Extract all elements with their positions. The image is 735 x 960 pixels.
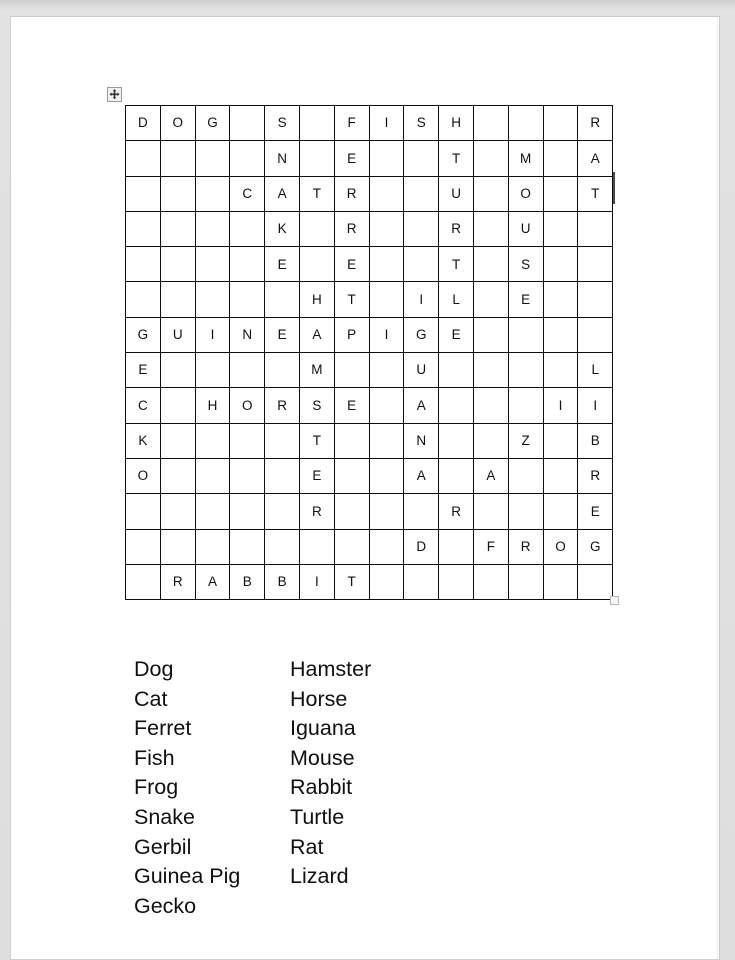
- grid-cell-empty[interactable]: [543, 282, 578, 317]
- word-list-item: Gerbil: [134, 834, 192, 859]
- word-list-item: Ferret: [134, 716, 192, 741]
- grid-cell-empty[interactable]: [230, 211, 265, 246]
- grid-cell-empty[interactable]: [473, 353, 508, 388]
- grid-cell-letter[interactable]: E: [334, 247, 369, 282]
- grid-cell-empty[interactable]: [195, 211, 230, 246]
- grid-cell-empty[interactable]: [334, 494, 369, 529]
- grid-cell-letter[interactable]: A: [265, 176, 300, 211]
- grid-cell-letter[interactable]: N: [404, 423, 439, 458]
- grid-cell-empty[interactable]: [473, 564, 508, 599]
- grid-cell-empty[interactable]: [439, 388, 474, 423]
- grid-cell-empty[interactable]: [508, 388, 543, 423]
- grid-cell-empty[interactable]: [369, 494, 404, 529]
- word-list-item: Guinea Pig: [134, 864, 241, 889]
- word-list-item: Dog: [134, 657, 174, 681]
- grid-cell-letter[interactable]: R: [299, 494, 334, 529]
- word-search-grid-wrapper[interactable]: [125, 105, 613, 600]
- grid-cell-empty[interactable]: [230, 423, 265, 458]
- grid-cell-empty[interactable]: [508, 494, 543, 529]
- grid-cell-letter[interactable]: N: [265, 141, 300, 176]
- word-list-item: Lizard: [290, 864, 349, 889]
- grid-cell-empty[interactable]: [195, 282, 230, 317]
- grid-cell-letter[interactable]: U: [439, 176, 474, 211]
- grid-cell-empty[interactable]: [160, 353, 195, 388]
- grid-row: [126, 564, 613, 599]
- grid-cell-letter[interactable]: E: [334, 388, 369, 423]
- word-search-grid[interactable]: [125, 105, 613, 600]
- grid-cell-letter[interactable]: E: [299, 458, 334, 493]
- grid-cell-letter[interactable]: F: [334, 106, 369, 141]
- grid-cell-empty[interactable]: [369, 564, 404, 599]
- grid-cell-letter[interactable]: K: [126, 423, 161, 458]
- grid-cell-letter[interactable]: R: [334, 176, 369, 211]
- grid-cell-empty[interactable]: [369, 353, 404, 388]
- grid-cell-empty[interactable]: [578, 211, 613, 246]
- grid-cell-letter[interactable]: B: [230, 564, 265, 599]
- grid-cell-empty[interactable]: [160, 458, 195, 493]
- grid-cell-empty[interactable]: [334, 353, 369, 388]
- grid-cell-empty[interactable]: [369, 211, 404, 246]
- grid-cell-letter[interactable]: S: [404, 106, 439, 141]
- word-list-item: Rat: [290, 834, 324, 859]
- text-caret: [613, 172, 615, 204]
- grid-cell-letter[interactable]: O: [543, 529, 578, 564]
- grid-cell-letter[interactable]: H: [299, 282, 334, 317]
- grid-cell-empty[interactable]: [543, 247, 578, 282]
- grid-cell-empty[interactable]: [473, 106, 508, 141]
- grid-cell-letter[interactable]: U: [404, 353, 439, 388]
- grid-cell-letter[interactable]: R: [160, 564, 195, 599]
- grid-cell-empty[interactable]: [230, 494, 265, 529]
- grid-cell-empty[interactable]: [508, 106, 543, 141]
- grid-cell-letter[interactable]: P: [334, 317, 369, 352]
- grid-cell-letter[interactable]: U: [508, 211, 543, 246]
- grid-cell-letter[interactable]: L: [439, 282, 474, 317]
- grid-cell-letter[interactable]: T: [334, 282, 369, 317]
- grid-cell-empty[interactable]: [508, 353, 543, 388]
- grid-cell-empty[interactable]: [543, 353, 578, 388]
- grid-cell-empty[interactable]: [160, 423, 195, 458]
- grid-cell-letter[interactable]: A: [404, 458, 439, 493]
- grid-cell-empty[interactable]: [265, 458, 300, 493]
- grid-cell-letter[interactable]: A: [299, 317, 334, 352]
- grid-cell-empty[interactable]: [230, 458, 265, 493]
- page-edge-shadow: [717, 17, 720, 959]
- grid-cell-letter[interactable]: I: [578, 388, 613, 423]
- grid-cell-empty[interactable]: [473, 494, 508, 529]
- table-move-handle[interactable]: [107, 87, 122, 102]
- grid-cell-letter[interactable]: H: [195, 388, 230, 423]
- grid-cell-empty[interactable]: [543, 458, 578, 493]
- grid-row: [126, 458, 613, 493]
- word-list-item: Frog: [134, 775, 179, 800]
- grid-cell-letter[interactable]: T: [299, 423, 334, 458]
- grid-cell-letter[interactable]: G: [126, 317, 161, 352]
- word-list-item: Hamster: [290, 657, 372, 681]
- grid-cell-letter[interactable]: A: [473, 458, 508, 493]
- grid-cell-letter[interactable]: E: [334, 141, 369, 176]
- grid-cell-letter[interactable]: R: [334, 211, 369, 246]
- grid-cell-empty[interactable]: [230, 141, 265, 176]
- grid-cell-empty[interactable]: [369, 458, 404, 493]
- grid-cell-empty[interactable]: [230, 282, 265, 317]
- grid-row: [126, 141, 613, 176]
- grid-cell-empty[interactable]: [473, 211, 508, 246]
- grid-cell-empty[interactable]: [473, 247, 508, 282]
- grid-cell-letter[interactable]: S: [265, 106, 300, 141]
- grid-cell-empty[interactable]: [543, 317, 578, 352]
- grid-cell-empty[interactable]: [404, 247, 439, 282]
- grid-cell-letter[interactable]: R: [439, 494, 474, 529]
- grid-cell-empty[interactable]: [404, 494, 439, 529]
- grid-cell-empty[interactable]: [299, 106, 334, 141]
- grid-cell-letter[interactable]: G: [578, 529, 613, 564]
- grid-cell-letter[interactable]: M: [299, 353, 334, 388]
- grid-cell-empty[interactable]: [508, 564, 543, 599]
- grid-cell-letter[interactable]: T: [578, 176, 613, 211]
- grid-cell-empty[interactable]: [195, 247, 230, 282]
- grid-cell-empty[interactable]: [439, 353, 474, 388]
- grid-cell-empty[interactable]: [126, 494, 161, 529]
- grid-cell-empty[interactable]: [299, 247, 334, 282]
- grid-cell-empty[interactable]: [369, 141, 404, 176]
- grid-cell-empty[interactable]: [195, 529, 230, 564]
- grid-cell-empty[interactable]: [473, 423, 508, 458]
- grid-cell-empty[interactable]: [543, 176, 578, 211]
- grid-cell-empty[interactable]: [578, 247, 613, 282]
- grid-cell-letter[interactable]: O: [508, 176, 543, 211]
- grid-row: [126, 282, 613, 317]
- grid-cell-empty[interactable]: [265, 529, 300, 564]
- word-list-column-1: [134, 655, 290, 921]
- grid-row: [126, 388, 613, 423]
- grid-cell-letter[interactable]: R: [265, 388, 300, 423]
- grid-cell-letter[interactable]: N: [230, 317, 265, 352]
- grid-row: [126, 106, 613, 141]
- grid-cell-empty[interactable]: [578, 317, 613, 352]
- grid-cell-empty[interactable]: [230, 247, 265, 282]
- grid-cell-empty[interactable]: [126, 141, 161, 176]
- grid-cell-empty[interactable]: [439, 564, 474, 599]
- grid-cell-letter[interactable]: R: [508, 529, 543, 564]
- grid-cell-empty[interactable]: [160, 141, 195, 176]
- grid-cell-empty[interactable]: [369, 423, 404, 458]
- grid-cell-letter[interactable]: A: [195, 564, 230, 599]
- grid-cell-empty[interactable]: [160, 494, 195, 529]
- grid-cell-letter[interactable]: C: [126, 388, 161, 423]
- word-list-item: Fish: [134, 745, 175, 770]
- grid-cell-empty[interactable]: [473, 141, 508, 176]
- grid-cell-empty[interactable]: [578, 282, 613, 317]
- grid-cell-empty[interactable]: [265, 282, 300, 317]
- grid-cell-empty[interactable]: [299, 211, 334, 246]
- grid-cell-empty[interactable]: [404, 564, 439, 599]
- grid-cell-empty[interactable]: [160, 529, 195, 564]
- grid-cell-letter[interactable]: I: [299, 564, 334, 599]
- grid-cell-empty[interactable]: [508, 458, 543, 493]
- grid-cell-empty[interactable]: [473, 176, 508, 211]
- grid-cell-letter[interactable]: G: [195, 106, 230, 141]
- grid-cell-empty[interactable]: [160, 176, 195, 211]
- grid-cell-letter[interactable]: B: [578, 423, 613, 458]
- grid-cell-empty[interactable]: [126, 564, 161, 599]
- grid-cell-empty[interactable]: [265, 423, 300, 458]
- word-list-item: Gecko: [134, 893, 197, 918]
- grid-cell-letter[interactable]: R: [578, 106, 613, 141]
- grid-row: [126, 494, 613, 529]
- word-list-column-2: [290, 655, 490, 921]
- grid-cell-empty[interactable]: [195, 494, 230, 529]
- grid-cell-letter[interactable]: O: [230, 388, 265, 423]
- grid-cell-empty[interactable]: [473, 282, 508, 317]
- grid-cell-letter[interactable]: A: [404, 388, 439, 423]
- word-list-item: Iguana: [290, 716, 356, 741]
- grid-cell-empty[interactable]: [543, 211, 578, 246]
- grid-cell-empty[interactable]: [508, 317, 543, 352]
- grid-cell-empty[interactable]: [195, 141, 230, 176]
- grid-cell-letter[interactable]: K: [265, 211, 300, 246]
- word-search-grid-body: [126, 106, 613, 600]
- grid-cell-empty[interactable]: [439, 529, 474, 564]
- grid-cell-empty[interactable]: [404, 176, 439, 211]
- grid-cell-empty[interactable]: [578, 564, 613, 599]
- grid-cell-letter[interactable]: T: [439, 141, 474, 176]
- grid-row: [126, 529, 613, 564]
- grid-cell-letter[interactable]: I: [369, 317, 404, 352]
- grid-cell-empty[interactable]: [265, 353, 300, 388]
- grid-cell-empty[interactable]: [334, 458, 369, 493]
- word-list-item: Rabbit: [290, 775, 353, 800]
- word-list-item: Snake: [134, 804, 195, 829]
- grid-cell-empty[interactable]: [160, 247, 195, 282]
- grid-cell-empty[interactable]: [195, 423, 230, 458]
- grid-cell-letter[interactable]: U: [160, 317, 195, 352]
- grid-cell-empty[interactable]: [439, 423, 474, 458]
- grid-cell-letter[interactable]: A: [578, 141, 613, 176]
- grid-cell-empty[interactable]: [126, 247, 161, 282]
- grid-cell-empty[interactable]: [195, 458, 230, 493]
- grid-cell-empty[interactable]: [160, 211, 195, 246]
- grid-cell-letter[interactable]: I: [369, 106, 404, 141]
- grid-cell-letter[interactable]: O: [160, 106, 195, 141]
- grid-cell-empty[interactable]: [439, 458, 474, 493]
- grid-cell-empty[interactable]: [334, 529, 369, 564]
- grid-cell-empty[interactable]: [299, 141, 334, 176]
- grid-cell-letter[interactable]: R: [578, 458, 613, 493]
- grid-cell-letter[interactable]: O: [126, 458, 161, 493]
- word-list-item: Mouse: [290, 745, 355, 770]
- grid-cell-letter[interactable]: E: [578, 494, 613, 529]
- grid-cell-empty[interactable]: [369, 282, 404, 317]
- grid-cell-letter[interactable]: T: [334, 564, 369, 599]
- grid-cell-empty[interactable]: [369, 176, 404, 211]
- grid-cell-letter[interactable]: E: [265, 317, 300, 352]
- grid-cell-letter[interactable]: M: [508, 141, 543, 176]
- grid-cell-empty[interactable]: [230, 106, 265, 141]
- grid-cell-empty[interactable]: [473, 388, 508, 423]
- grid-cell-letter[interactable]: G: [404, 317, 439, 352]
- grid-cell-letter[interactable]: Z: [508, 423, 543, 458]
- word-list-item: Horse: [290, 686, 348, 711]
- grid-cell-letter[interactable]: E: [265, 247, 300, 282]
- grid-cell-empty[interactable]: [543, 141, 578, 176]
- grid-cell-letter[interactable]: B: [265, 564, 300, 599]
- grid-row: [126, 353, 613, 388]
- word-list-item: Turtle: [290, 804, 345, 829]
- grid-cell-letter[interactable]: E: [439, 317, 474, 352]
- grid-cell-empty[interactable]: [543, 564, 578, 599]
- grid-cell-empty[interactable]: [404, 211, 439, 246]
- grid-cell-letter[interactable]: H: [439, 106, 474, 141]
- grid-row: [126, 211, 613, 246]
- grid-cell-empty[interactable]: [195, 353, 230, 388]
- grid-cell-letter[interactable]: S: [508, 247, 543, 282]
- word-list-item: Cat: [134, 686, 168, 711]
- grid-cell-empty[interactable]: [195, 176, 230, 211]
- grid-cell-empty[interactable]: [230, 353, 265, 388]
- grid-cell-empty[interactable]: [160, 282, 195, 317]
- word-list: [134, 655, 490, 921]
- grid-cell-empty[interactable]: [299, 529, 334, 564]
- move-cross-icon: [109, 89, 120, 100]
- grid-cell-letter[interactable]: D: [126, 106, 161, 141]
- grid-cell-letter[interactable]: S: [299, 388, 334, 423]
- grid-cell-letter[interactable]: F: [473, 529, 508, 564]
- grid-cell-empty[interactable]: [160, 388, 195, 423]
- grid-cell-empty[interactable]: [126, 211, 161, 246]
- grid-cell-empty[interactable]: [473, 317, 508, 352]
- grid-cell-empty[interactable]: [543, 494, 578, 529]
- grid-cell-letter[interactable]: I: [543, 388, 578, 423]
- grid-row: [126, 247, 613, 282]
- grid-cell-empty[interactable]: [126, 282, 161, 317]
- table-resize-handle[interactable]: [610, 596, 619, 605]
- grid-row: [126, 317, 613, 352]
- grid-cell-letter[interactable]: T: [439, 247, 474, 282]
- grid-cell-empty[interactable]: [334, 423, 369, 458]
- grid-cell-empty[interactable]: [369, 529, 404, 564]
- grid-cell-empty[interactable]: [369, 388, 404, 423]
- grid-cell-letter[interactable]: L: [578, 353, 613, 388]
- grid-cell-letter[interactable]: R: [439, 211, 474, 246]
- grid-cell-letter[interactable]: T: [299, 176, 334, 211]
- grid-cell-letter[interactable]: E: [126, 353, 161, 388]
- grid-cell-letter[interactable]: D: [404, 529, 439, 564]
- grid-cell-empty[interactable]: [230, 529, 265, 564]
- grid-cell-letter[interactable]: I: [195, 317, 230, 352]
- grid-cell-empty[interactable]: [404, 141, 439, 176]
- grid-cell-empty[interactable]: [369, 247, 404, 282]
- grid-cell-empty[interactable]: [126, 176, 161, 211]
- grid-cell-empty[interactable]: [126, 529, 161, 564]
- grid-cell-letter[interactable]: C: [230, 176, 265, 211]
- grid-cell-empty[interactable]: [543, 423, 578, 458]
- grid-cell-empty[interactable]: [543, 106, 578, 141]
- grid-row: [126, 176, 613, 211]
- grid-row: [126, 423, 613, 458]
- grid-cell-empty[interactable]: [265, 494, 300, 529]
- grid-cell-letter[interactable]: I: [404, 282, 439, 317]
- grid-cell-letter[interactable]: E: [508, 282, 543, 317]
